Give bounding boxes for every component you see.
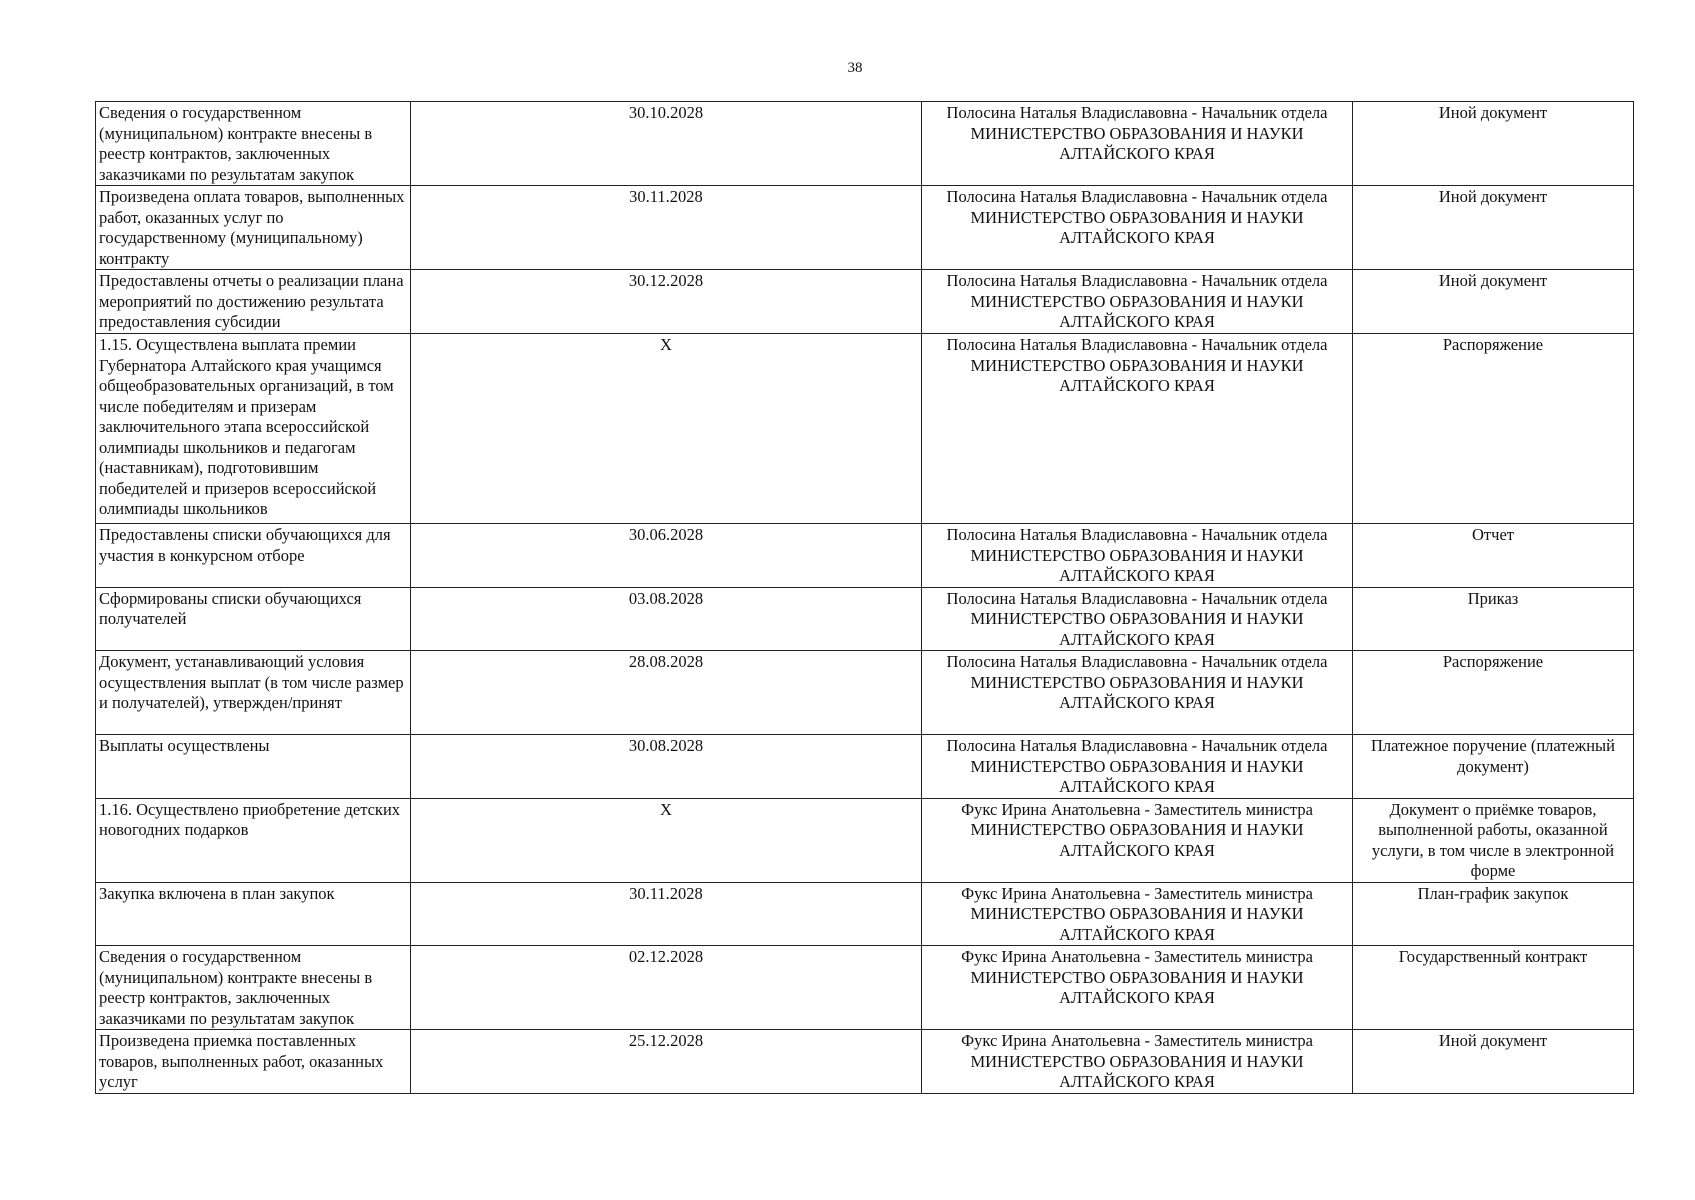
table-row: [96, 270, 1634, 334]
event-cell: 1.15. Осуществлена выплата премии Губернатора Алтайского края учащимся общеобразовательных организаций, в том числе победителям и призерам заключительного этапа всероссийской олимпиады школьников и педагогам (наставникам), подготовившим победителей и призеров всероссийской олимпиады школьников: [96, 334, 411, 524]
responsible-cell: [922, 946, 1353, 1030]
table-row: [96, 882, 1634, 946]
responsible-name: Полосина Наталья Владиславовна - Начальник отдела: [946, 652, 1328, 671]
date-cell: 30.10.2028: [411, 102, 922, 186]
document-type-cell: Приказ: [1353, 587, 1634, 651]
responsible-name: Фукс Ирина Анатольевна - Заместитель министра: [961, 1031, 1313, 1050]
responsible-org: МИНИСТЕРСТВО ОБРАЗОВАНИЯ И НАУКИ АЛТАЙСКОГО КРАЯ: [970, 967, 1304, 1007]
table-row: [96, 102, 1634, 186]
event-cell: Закупка включена в план закупок: [96, 882, 411, 946]
event-cell: Произведена оплата товаров, выполненных работ, оказанных услуг по государственному (муниципальному) контракту: [96, 186, 411, 270]
table-row: [96, 651, 1634, 735]
date-cell: 30.11.2028: [411, 882, 922, 946]
event-cell: Сведения о государственном (муниципальном) контракте внесены в реестр контрактов, заключенных заказчиками по результатам закупок: [96, 946, 411, 1030]
responsible-cell: [922, 186, 1353, 270]
event-cell: Произведена приемка поставленных товаров, выполненных работ, оказанных услуг: [96, 1030, 411, 1094]
document-type-cell: Иной документ: [1353, 186, 1634, 270]
table-row: [96, 735, 1634, 799]
document-type-cell: Иной документ: [1353, 270, 1634, 334]
responsible-cell: [922, 798, 1353, 882]
date-cell: X: [411, 798, 922, 882]
date-cell: 02.12.2028: [411, 946, 922, 1030]
responsible-org: МИНИСТЕРСТВО ОБРАЗОВАНИЯ И НАУКИ АЛТАЙСКОГО КРАЯ: [970, 672, 1304, 712]
responsible-name: Фукс Ирина Анатольевна - Заместитель министра: [961, 799, 1313, 819]
table-row: [96, 186, 1634, 270]
document-type-cell: Платежное поручение (платежный документ): [1353, 735, 1634, 799]
event-cell: Выплаты осуществлены: [96, 735, 411, 799]
date-cell: 28.08.2028: [411, 651, 922, 735]
responsible-org: МИНИСТЕРСТВО ОБРАЗОВАНИЯ И НАУКИ АЛТАЙСКОГО КРАЯ: [970, 609, 1304, 649]
document-type-cell: Государственный контракт: [1353, 946, 1634, 1030]
responsible-cell: [922, 102, 1353, 186]
table-row: [96, 946, 1634, 1030]
responsible-org: МИНИСТЕРСТВО ОБРАЗОВАНИЯ И НАУКИ АЛТАЙСКОГО КРАЯ: [970, 545, 1304, 585]
document-type-cell: Отчет: [1353, 524, 1634, 588]
date-cell: 30.11.2028: [411, 186, 922, 270]
responsible-cell: [922, 1030, 1353, 1094]
document-type-cell: Иной документ: [1353, 102, 1634, 186]
table-row: [96, 524, 1634, 588]
event-cell: Документ, устанавливающий условия осуществления выплат (в том числе размер и получателей), утвержден/принят: [96, 651, 411, 735]
responsible-name: Полосина Наталья Владиславовна - Начальник отдела: [946, 335, 1328, 354]
event-cell: Предоставлены списки обучающихся для участия в конкурсном отборе: [96, 524, 411, 588]
document-type-cell: Распоряжение: [1353, 334, 1634, 524]
responsible-cell: [922, 882, 1353, 946]
document-type-cell: План-график закупок: [1353, 882, 1634, 946]
responsible-org: МИНИСТЕРСТВО ОБРАЗОВАНИЯ И НАУКИ АЛТАЙСКОГО КРАЯ: [970, 207, 1304, 247]
table-row: [96, 334, 1634, 524]
table-row: [96, 587, 1634, 651]
responsible-name: Фукс Ирина Анатольевна - Заместитель министра: [961, 883, 1313, 903]
responsible-cell: [922, 735, 1353, 799]
responsible-org: МИНИСТЕРСТВО ОБРАЗОВАНИЯ И НАУКИ АЛТАЙСКОГО КРАЯ: [970, 904, 1304, 944]
responsible-cell: [922, 334, 1353, 524]
event-cell: Предоставлены отчеты о реализации плана мероприятий по достижению результата предоставления субсидии: [96, 270, 411, 334]
responsible-org: МИНИСТЕРСТВО ОБРАЗОВАНИЯ И НАУКИ АЛТАЙСКОГО КРАЯ: [970, 291, 1304, 331]
responsible-cell: [922, 587, 1353, 651]
page-number: 38: [847, 60, 863, 76]
responsible-name: Полосина Наталья Владиславовна - Начальник отдела: [946, 525, 1328, 544]
date-cell: 25.12.2028: [411, 1030, 922, 1094]
date-cell: 30.06.2028: [411, 524, 922, 588]
responsible-name: Полосина Наталья Владиславовна - Начальник отдела: [946, 271, 1328, 290]
event-cell: Сведения о государственном (муниципальном) контракте внесены в реестр контрактов, заключенных заказчиками по результатам закупок: [96, 102, 411, 186]
responsible-org: МИНИСТЕРСТВО ОБРАЗОВАНИЯ И НАУКИ АЛТАЙСКОГО КРАЯ: [970, 756, 1304, 796]
control-points-table: [95, 101, 1634, 1094]
document-type-cell: Распоряжение: [1353, 651, 1634, 735]
responsible-org: МИНИСТЕРСТВО ОБРАЗОВАНИЯ И НАУКИ АЛТАЙСКОГО КРАЯ: [970, 1051, 1304, 1091]
responsible-cell: [922, 651, 1353, 735]
document-type-cell: Иной документ: [1353, 1030, 1634, 1094]
responsible-name: Полосина Наталья Владиславовна - Начальник отдела: [946, 588, 1328, 608]
date-cell: 30.12.2028: [411, 270, 922, 334]
responsible-cell: [922, 270, 1353, 334]
responsible-name: Фукс Ирина Анатольевна - Заместитель министра: [961, 947, 1313, 966]
table-row: [96, 1030, 1634, 1094]
event-cell: 1.16. Осуществлено приобретение детских новогодних подарков: [96, 798, 411, 882]
date-cell: X: [411, 334, 922, 524]
responsible-org: МИНИСТЕРСТВО ОБРАЗОВАНИЯ И НАУКИ АЛТАЙСКОГО КРАЯ: [970, 355, 1304, 395]
date-cell: 03.08.2028: [411, 587, 922, 651]
document-type-cell: Документ о приёмке товаров, выполненной работы, оказанной услуги, в том числе в электронной форме: [1353, 798, 1634, 882]
responsible-name: Полосина Наталья Владиславовна - Начальник отдела: [946, 736, 1328, 755]
responsible-org: МИНИСТЕРСТВО ОБРАЗОВАНИЯ И НАУКИ АЛТАЙСКОГО КРАЯ: [970, 820, 1304, 860]
responsible-name: Полосина Наталья Владиславовна - Начальник отдела: [946, 187, 1328, 206]
event-cell: Сформированы списки обучающихся получателей: [96, 587, 411, 651]
date-cell: 30.08.2028: [411, 735, 922, 799]
responsible-cell: [922, 524, 1353, 588]
responsible-name: Полосина Наталья Владиславовна - Начальник отдела: [946, 103, 1328, 122]
responsible-org: МИНИСТЕРСТВО ОБРАЗОВАНИЯ И НАУКИ АЛТАЙСКОГО КРАЯ: [970, 123, 1304, 163]
table-row: [96, 798, 1634, 882]
